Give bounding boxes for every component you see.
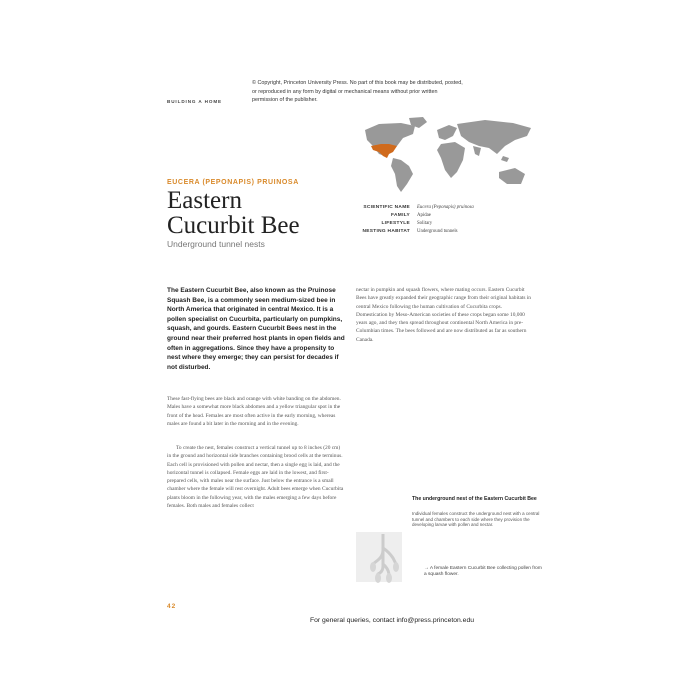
body-paragraph-1: These fast-flying bees are black and orange with white banding on the abdomen. Males have a somewhat more black abdomen and a yellow triangular spot in the front of the head. Females are most often active in the early morning, whereas males are found a bit later in the morning and in the evening. bbox=[167, 396, 341, 427]
nest-caption-text: Individual females construct the underground nest with a central tunnel and chambers to each side where they provision the developing larvae with pollen and nectar. bbox=[412, 511, 540, 528]
facts-label: FAMILY bbox=[391, 213, 410, 218]
title-line-2: Cucurbit Bee bbox=[167, 212, 300, 239]
footer-contact: For general queries, contact info@press.princeton.edu bbox=[309, 617, 475, 624]
world-distribution-map bbox=[357, 116, 542, 196]
facts-value: Underground tunnels bbox=[417, 229, 458, 234]
facts-row-lifestyle bbox=[348, 221, 508, 229]
column-2-paragraph: nectar in pumpkin and squash flowers, where mating occurs. Eastern Cucurbit Bees have greatly expanded their geographic range from their original habitats in central Mexico following the human cultivation of Cucurbita crops. Domestication by Meso-American societies of these crops began some 10,000 years ago, and they then spread throughout continental North America in pre-Columbian times. The bees followed and are now distributed as far as southern Canada. bbox=[356, 287, 531, 343]
nest-caption-title: The underground nest of the Eastern Cucurbit Bee bbox=[412, 496, 537, 502]
facts-label: LIFESTYLE bbox=[381, 221, 410, 226]
page-number: 42 bbox=[167, 603, 177, 610]
lead-paragraph: The Eastern Cucurbit Bee, also known as the Pruinose Squash Bee, is a commonly seen medium-sized bee in North America that originated in central Mexico. It is a pollen specialist on Cucurbita, particularly on pumpkins, squash, and gourds. Eastern Cucurbit Bees nest in the ground near their preferred host plants in open fields and often in aggregations. Since they have a propensity to nest where they emerge; they can persist for decades if not disturbed. bbox=[167, 287, 345, 371]
facts-value: Solitary bbox=[417, 221, 433, 226]
facts-table bbox=[348, 205, 508, 237]
copyright-notice: © Copyright, Princeton University Press. No part of this book may be distributed, posted, or reproduced in any form by digital or mechanical means without prior written permission of the publisher. bbox=[252, 80, 463, 104]
facts-row-scientific-name bbox=[348, 205, 508, 213]
facts-label: NESTING HABITAT bbox=[362, 229, 410, 234]
facts-value: Eucera (Peponapis) pruinosa bbox=[417, 205, 474, 210]
body-paragraph-2: To create the nest, females construct a vertical tunnel up to 8 inches (20 cm) in the ground and horizontal side branches containing brood cells at the terminus. Each cell is provisioned with pollen and nectar, then a single egg is laid, and the horizontal tunnel is collapsed. Female eggs are laid in the lowest, and first-prepared cells, with males near the surface. Just below the entrance is a small chamber where the female will rest overnight. Adult bees emerge when Cucurbita plants bloom in the following year, with the males emerging a few days before females. Both males and females collect bbox=[167, 445, 344, 510]
species-subtitle: Underground tunnel nests bbox=[167, 239, 265, 249]
species-latin-name: EUCERA (PEPONAPIS) PRUINOSA bbox=[167, 179, 299, 186]
running-head: BUILDING A HOME bbox=[167, 99, 223, 104]
facts-label: SCIENTIFIC NAME bbox=[363, 205, 410, 210]
facts-row-family bbox=[348, 213, 508, 221]
species-title bbox=[167, 188, 300, 238]
facts-value: Apidae bbox=[417, 213, 431, 218]
facts-row-nesting-habitat bbox=[348, 229, 508, 237]
photo-caption: → A female Eastern Cucurbit Bee collecting pollen from a squash flower. bbox=[424, 566, 542, 578]
title-line-1: Eastern bbox=[167, 187, 242, 214]
nest-illustration bbox=[356, 534, 416, 584]
